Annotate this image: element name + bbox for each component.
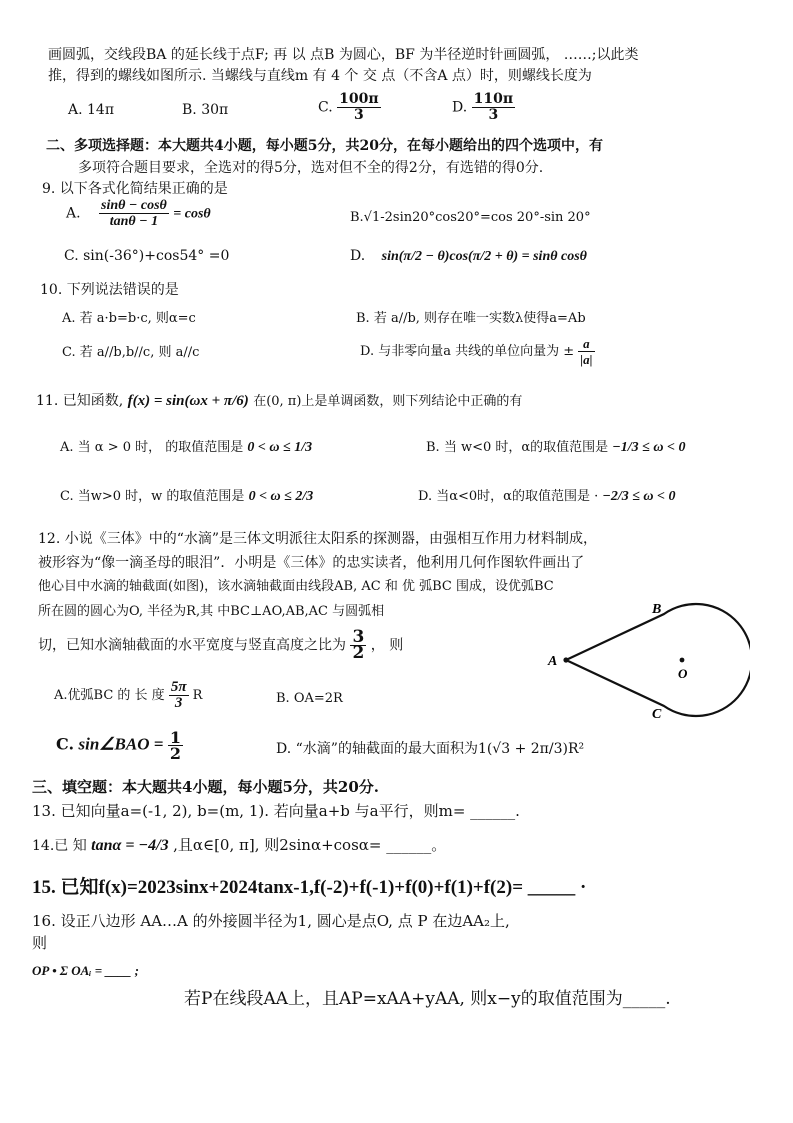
point-o [680, 658, 685, 663]
q8-c-numerator: 100π [339, 91, 379, 107]
q11-stem [36, 392, 522, 411]
q9-a-denominator: tanθ − 1 [109, 214, 159, 229]
q11-function: f(x) = sin(ωx + π/6) [127, 393, 249, 409]
section2-title: 二、多项选择题：本大题共4小题，每小题5分，共20分，在每小题给出的四个选项中，有 [46, 138, 603, 154]
q11-option-a [60, 439, 312, 457]
q10-option-b: B. 若 a//b, 则存在唯一实数λ使得a=Ab [356, 311, 586, 326]
water-drop-figure [540, 598, 750, 722]
q12-c-label: C. [56, 734, 75, 754]
q11-d-text: D. 当α<0时，α的取值范围是 · [418, 489, 599, 504]
q11-option-d [418, 488, 676, 506]
q12-line3: 他心目中水滴的轴截面(如图)，该水滴轴截面由线段AB, AC 和 优 弧BC 围成，设优弧BC [38, 579, 554, 594]
q10-option-a: A. 若 a·b=b·c, 则α=c [62, 311, 196, 326]
q12-a-pre: A.优弧BC 的 长 度 [54, 688, 165, 703]
q10-d-numerator: a [578, 336, 594, 352]
label-o: O [678, 666, 688, 681]
q8-c-denominator: 3 [353, 107, 364, 123]
q9-d-label: D. [350, 248, 366, 264]
q12-ratio-fraction [350, 627, 366, 663]
q11-b-range: −1/3 ≤ ω < 0 [612, 440, 686, 455]
q11-option-c [60, 488, 313, 506]
q14-post: ,且α∈[0, π], 则2sinα+cosα= ______。 [173, 836, 447, 854]
q11-option-b [426, 439, 685, 457]
q9-d-expression: sin(π/2 − θ)cos(π/2 + θ) = sinθ cosθ [381, 249, 587, 264]
q12-line4: 所在圆的圆心为O, 半径为R,其 中BC⊥AO,AB,AC 与圆弧相 [38, 604, 385, 619]
q11-a-text: A. 当 α > 0 时， 的取值范围是 [60, 440, 244, 455]
q12-line5 [38, 627, 404, 663]
q12-c-denominator: 2 [169, 744, 182, 763]
q16-line3: 若P在线段AA上，且AP=xAA+yAA, 则x−y的取值范围为_____. [184, 989, 671, 1009]
q9-option-c: C. sin(-36°)+cos54° =0 [64, 248, 230, 264]
q8-option-c [318, 92, 381, 123]
q9-stem: 9. 以下各式化简结果正确的是 [42, 181, 228, 197]
q8-option-a: A. 14π [68, 102, 115, 118]
q9-option-d [350, 247, 587, 266]
label-a: A [548, 654, 558, 669]
q9-a-fraction [99, 198, 169, 229]
q8-option-c-fraction [337, 92, 380, 123]
q11-stem-post: 在(0, π)上是单调函数，则下列结论中正确的有 [253, 394, 523, 409]
q12-c-fraction [168, 730, 183, 761]
q8-option-d [452, 92, 515, 123]
q9-option-b: B.√1-2sin20°cos20°=cos 20°-sin 20° [350, 210, 591, 225]
q12-c-expression: sin∠BAO = [78, 734, 164, 754]
q12-line1: 12. 小说《三体》中的“水滴”是三体文明派往太阳系的探测器，由强相互作用力材料制成， [38, 531, 598, 547]
q12-ratio-denominator: 2 [352, 643, 365, 663]
q12-option-c [56, 730, 183, 761]
q11-c-range: 0 < ω ≤ 2/3 [248, 489, 314, 504]
q8-option-b: B. 30π [182, 102, 229, 118]
q9-a-numerator: sinθ − cosθ [101, 198, 167, 213]
section2-instructions: 多项符合题目要求，全选对的得5分，选对但不全的得2分，有选错的得0分. [78, 160, 544, 176]
q15-text: 15. 已知f(x)=2023sinx+2024tanx-1,f(-2)+f(-1)+f(0)+f(1)+f(2)= _____ · [32, 877, 587, 898]
q10-d-text: D. 与非零向量a 共线的单位向量为 ± [360, 344, 575, 359]
q9-option-a [66, 198, 211, 229]
q12-line5-post: ， 则 [370, 637, 404, 654]
q12-a-fraction [169, 680, 189, 711]
q10-option-c: C. 若 a//b,b//c, 则 a//c [62, 345, 200, 360]
q16-line1: 16. 设正八边形 AA…A 的外接圆半径为1, 圆心是点O, 点 P 在边AA₂上, [32, 912, 510, 930]
q16-sum-expression: OP • Σ OAᵢ = ____ ; [32, 963, 139, 978]
q10-d-denominator: |a| [580, 352, 593, 367]
q12-ratio-numerator: 3 [352, 627, 365, 647]
q10-d-fraction [578, 336, 594, 367]
q8-option-c-label: C. [318, 99, 333, 116]
q12-a-post: R [192, 688, 203, 703]
q14-pre: 14.已 知 [32, 838, 87, 854]
q8-option-d-fraction [472, 92, 515, 123]
q8-option-d-label: D. [452, 99, 468, 116]
point-a [563, 657, 568, 662]
q11-stem-pre: 11. 已知函数, [36, 393, 124, 409]
q14-text [32, 836, 446, 855]
q12-a-denominator: 3 [174, 695, 183, 711]
q12-line5-pre: 切，已知水滴轴截面的水平宽度与竖直高度之比为 [38, 637, 346, 654]
section3-title: 三、填空题：本大题共4小题，每小题5分，共20分. [32, 778, 379, 796]
q10-stem: 10. 下列说法错误的是 [40, 282, 179, 298]
q8-d-denominator: 3 [488, 107, 499, 123]
q12-a-numerator: 5π [170, 679, 187, 695]
q12-line2: 被形容为“像一滴圣母的眼泪”．小明是《三体》的忠实读者，他利用几何作图软件画出了 [38, 555, 585, 571]
q11-d-range: −2/3 ≤ ω < 0 [602, 489, 676, 504]
label-c: C [652, 707, 662, 722]
q16-line2: 则 [32, 934, 48, 952]
q11-c-text: C. 当w>0 时，w 的取值范围是 [60, 489, 245, 504]
q9-a-label: A. [66, 205, 81, 222]
q8-line2: 推，得到的螺线如图所示. 当螺线与直线m 有 4 个 交 点（不含A 点）时，则螺线长度为 [48, 68, 592, 84]
q11-b-text: B. 当 w<0 时，α的取值范围是 [426, 440, 609, 455]
q13-text: 13. 已知向量a=(-1, 2), b=(m, 1). 若向量a+b 与a平行，则m= ______. [32, 802, 520, 820]
q12-option-d: D. “水滴”的轴截面的最大面积为1(√3 + 2π/3)R² [276, 741, 585, 757]
q11-a-range: 0 < ω ≤ 1/3 [247, 440, 313, 455]
q8-d-numerator: 110π [473, 91, 514, 107]
q12-option-a [54, 680, 202, 711]
q12-option-b: B. OA=2R [276, 691, 343, 706]
q9-a-rhs: = cosθ [173, 206, 211, 222]
q14-expression: tanα = −4/3 [91, 837, 169, 854]
q10-option-d [360, 336, 595, 367]
q8-line1: 画圆弧，交线段BA 的延长线于点F; 再 以 点B 为圆心，BF 为半径逆时针画圆弧， ……;以此类 [48, 47, 639, 63]
water-drop-outline [566, 604, 750, 716]
q12-c-numerator: 1 [169, 728, 182, 747]
label-b: B [652, 602, 662, 617]
